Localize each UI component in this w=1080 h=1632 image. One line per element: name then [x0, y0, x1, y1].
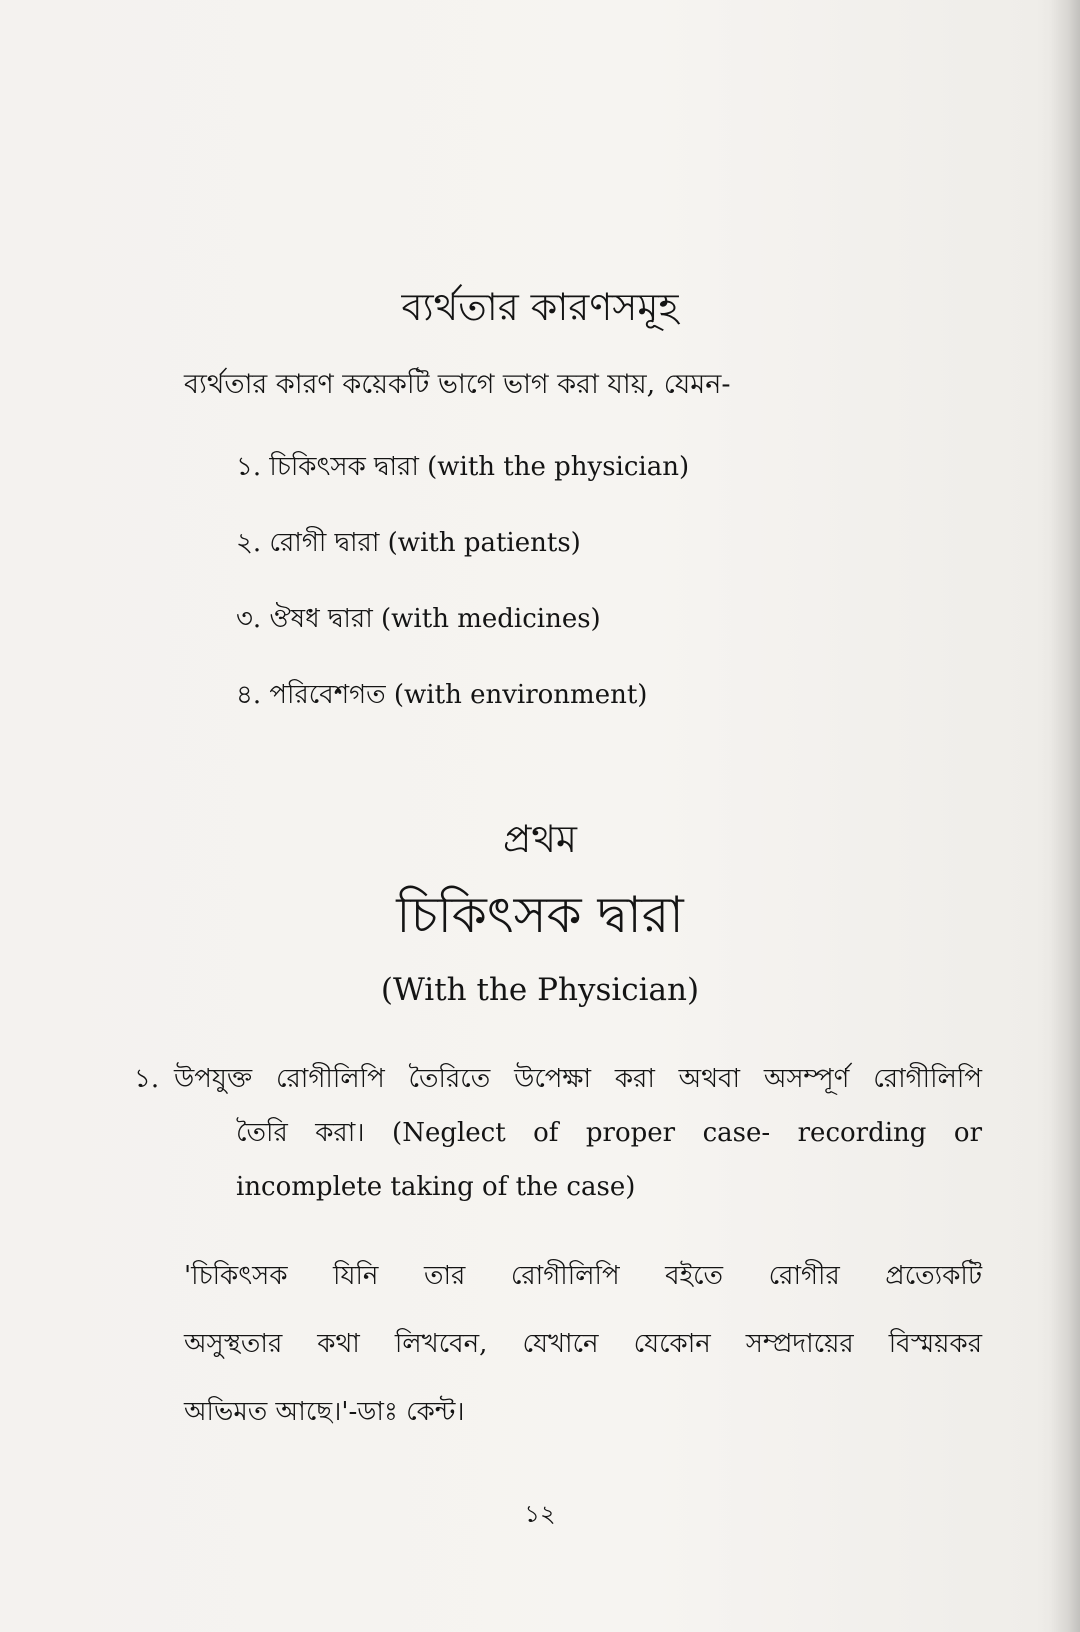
- quote-line: অসুস্থতার কথা লিখবেন, যেখানে যেকোন সম্প্রদায়ের বিস্ময়কর: [184, 1329, 982, 1359]
- quote-line: 'চিকিৎসক যিনি তার রোগীলিপি বইতে রোগীর প্রত্যেকটি: [184, 1261, 982, 1291]
- kent-quote: [184, 1242, 982, 1446]
- point-line: incomplete taking of the case): [236, 1172, 636, 1202]
- cause-item-physician: ১. চিকিৎসক দ্বারা (with the physician): [236, 452, 690, 482]
- page-number: ১২: [524, 1500, 556, 1528]
- first-subtitle: (With the Physician): [380, 972, 700, 1008]
- intro-text: ব্যর্থতার কারণ কয়েকটি ভাগে ভাগ করা যায়, যেমন-: [184, 369, 731, 400]
- point-text: [174, 1052, 982, 1214]
- cause-item-patients: ২. রোগী দ্বারা (with patients): [236, 528, 581, 558]
- cause-item-medicines: ৩. ঔষধ দ্বারা (with medicines): [236, 604, 601, 634]
- quote-line: অভিমত আছে।'-ডাঃ কেন্ট।: [184, 1397, 465, 1427]
- first-label: প্রথম: [502, 817, 578, 861]
- point-line: তৈরি করা। (Neglect of proper case- recording or: [236, 1118, 982, 1148]
- first-title: চিকিৎসক দ্বারা: [396, 886, 684, 944]
- point-line: উপযুক্ত রোগীলিপি তৈরিতে উপেক্ষা করা অথবা অসম্পূর্ণ রোগীলিপি: [174, 1064, 982, 1094]
- cause-item-environment: ৪. পরিবেশগত (with environment): [236, 680, 648, 710]
- point-number: ১.: [134, 1064, 160, 1094]
- section-title: ব্যর্থতার কারণসমূহ: [401, 285, 679, 329]
